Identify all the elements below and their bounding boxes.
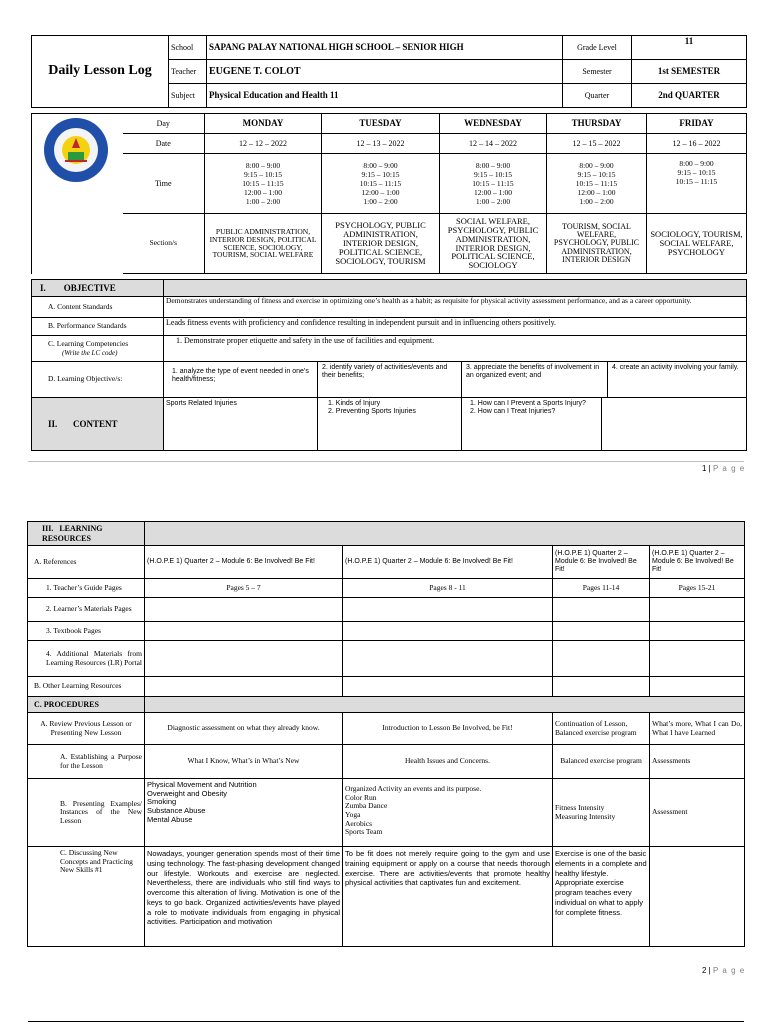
time-tuesday [322,154,440,214]
example-item: Yoga [345,809,361,819]
objectives-table [31,279,747,451]
time-thursday [547,154,647,214]
time-slot: 8:00 – 9:00 [245,161,281,170]
empty-cell [650,622,745,641]
textbook-label: 3. Textbook Pages [28,622,145,641]
resources-heading-fill [145,522,745,546]
empty-cell [553,641,650,677]
time-slot: 8:00 – 9:00 [363,161,398,170]
discussion-wednesday: Exercise is one of the basic elements in a complete and healthy lifestyle. Appropriate exercise program teaches every individual on what to apply for complete fitness. [553,847,650,947]
content-standards-text: Demonstrates understanding of fitness and exercise in optimizing one’s health as a habit; as requisite for physical activity assessment performance, and as a career opportunity. [164,297,747,318]
example-item: Aerobics [345,818,373,828]
time-slot: 10:15 – 11:15 [472,179,514,188]
school-label: School [169,36,207,60]
learning-competencies-text: 1. Demonstrate proper etiquette and safety in the use of facilities and equipment. [164,336,747,362]
time-slot: 10:15 – 11:15 [675,177,718,186]
section-friday: SOCIOLOGY, TOURISM, SOCIAL WELFARE, PSYCHOLOGY [647,214,747,274]
section-tuesday: PSYCHOLOGY, PUBLIC ADMINISTRATION, INTERIOR DESIGN, POLITICAL SCIENCE, SOCIOLOGY, TOURISM [322,214,440,274]
lc-sub: (Write the LC code) [62,348,118,357]
references-monday: (H.O.P.E 1) Quarter 2 – Module 6: Be Involved! Be Fit! [145,546,343,579]
empty-cell [145,641,343,677]
example-item: Zumba Dance [345,801,388,811]
review-thursday: What’s more, What I can Do, What I have Learned [650,713,745,745]
time-slot: 9:15 – 10:15 [677,168,716,177]
content-item: 1. Kinds of Injury [328,400,381,407]
time-slot: 8:00 – 9:00 [475,161,511,170]
content-item: 2. Preventing Sports Injuries [328,408,416,416]
teacher-name: EUGENE T. COLOT [207,60,563,84]
teacher-label: Teacher [169,60,207,84]
example-item: Color Run [345,792,377,802]
time-slot: 9:15 – 10:15 [474,170,512,179]
time-friday [647,154,747,214]
performance-standards-text: Leads fitness events with proficiency and confidence resulting in independent pursuit and in influencing others positively. [164,318,747,336]
objective-heading-fill [164,280,747,297]
time-slot: 1:00 – 2:00 [245,197,281,206]
day-label: Day [123,114,205,134]
procedures-heading-fill [145,697,745,713]
school-logo [32,114,120,184]
examples-monday [145,779,343,847]
page-number-value: 2 [702,966,707,975]
content-num: II. [48,418,58,429]
subject-label: Subject [169,84,207,108]
discussion-thursday [650,847,745,947]
review-tuesday: Introduction to Lesson Be Involved, be Fit! [343,713,553,745]
day-friday: FRIDAY [647,114,747,134]
time-slot: 1:00 – 2:00 [475,197,511,206]
grade-value: 11 [632,36,747,60]
time-slot: 9:15 – 10:15 [361,170,400,179]
page-number-1: 1 | P a g e [702,464,746,473]
empty-cell [343,641,553,677]
purpose-monday: What I Know, What’s in What’s New [145,745,343,779]
semester-value: 1st SEMESTER [632,60,747,84]
time-slot: 10:15 – 11:15 [575,179,618,188]
discussion-monday: Nowadays, younger generation spends most of their time using technology. The fast-phasing development changed our lifestyle. Workouts and exercise are neglected. Nevertheless, there are individuals who still find ways to overcome this alteration of living. Motivation is one of the keys to go back. Organized activities/events have played a role to motivate individuals from engaging in physical activities. Participation and motivation [145,847,343,947]
objective-item-3: 3. appreciate the benefits of involvement in an organized event; and [462,362,608,398]
schedule-table [31,113,747,274]
section-label: Section/s [123,214,205,274]
time-slot: 12:00 – 1:00 [361,188,400,197]
empty-cell [145,677,343,697]
time-slot: 8:00 – 9:00 [679,159,714,168]
section-thursday: TOURISM, SOCIAL WELFARE, PSYCHOLOGY, PUBLIC ADMINISTRATION, INTERIOR DESIGN [547,214,647,274]
empty-cell [343,622,553,641]
content-monday: Sports Related Injuries [164,398,318,451]
content-wednesday [462,398,601,450]
resources-heading [28,522,145,546]
review-monday: Diagnostic assessment on what they already know. [145,713,343,745]
date-label: Date [123,134,205,154]
date-tuesday: 12 – 13 – 2022 [322,134,440,154]
review-lesson-label: A. Review Previous Lesson or Presenting New Lesson [28,713,145,745]
additional-materials-label: 4. Additional Materials from Learning Resources (LR) Portal [28,641,145,677]
references-thursday: (H.O.P.E 1) Quarter 2 – Module 6: Be Involved! Be Fit! [650,546,745,579]
empty-cell [650,598,745,622]
purpose-wednesday: Balanced exercise program [553,745,650,779]
example-item: Substance Abuse [147,805,206,815]
page-number-value: 1 [702,464,707,473]
page-word: P a g e [712,464,746,473]
day-monday: MONDAY [205,114,322,134]
presenting-examples-label: B. Presenting Examples/ Instances of the New Lesson [28,779,145,847]
references-label: A. References [28,546,145,579]
time-wednesday [440,154,547,214]
resources-title: LEARNING RESOURCES [42,524,103,543]
teachers-guide-wednesday: Pages 11-14 [553,579,650,598]
section-monday: PUBLIC ADMINISTRATION, INTERIOR DESIGN, POLITICAL SCIENCE, SOCIOLOGY, TOURISM, SOCIAL WELFARE [205,214,322,274]
discussion-tuesday: To be fit does not merely require going to the gym and use training equipment or apply on a course that needs thorough exercise. There are activities/events that promote healthy physical activities that captivates fun and excitement. [343,847,553,947]
content-standards-label: A. Content Standards [32,297,164,318]
empty-cell [145,622,343,641]
learning-objectives-label: D. Learning Objective/s: [32,362,164,398]
example-item: Overweight and Obesity [147,788,228,798]
examples-tuesday [343,779,553,847]
example-item: Measuring Intensity [555,811,616,821]
time-slot: 10:15 – 11:15 [359,179,402,188]
quarter-label: Quarter [563,84,632,108]
empty-cell [145,598,343,622]
procedures-heading: C. PROCEDURES [28,697,145,713]
school-logo-cell [32,114,123,274]
section-wednesday: SOCIAL WELFARE, PSYCHOLOGY, PUBLIC ADMINISTRATION, INTERIOR DESIGN, POLITICAL SCIENCE, SOCIOLOGY [440,214,547,274]
teachers-guide-label: 1. Teacher’s Guide Pages [28,579,145,598]
time-monday [205,154,322,214]
page-number-2: 2 | P a g e [702,966,746,975]
page-divider [28,461,744,462]
date-wednesday: 12 – 14 – 2022 [440,134,547,154]
example-item: Fitness Intensity [555,802,605,812]
lc-label: C. Learning Competencies [48,339,129,349]
objective-num: I. [40,282,46,293]
time-label: Time [123,154,205,214]
date-friday: 12 – 16 – 2022 [647,134,747,154]
time-slot: 8:00 – 9:00 [579,161,614,170]
teachers-guide-thursday: Pages 15-21 [650,579,745,598]
subject-name: Physical Education and Health 11 [207,84,563,108]
time-slot: 1:00 – 2:00 [363,197,398,206]
example-item: Mental Abuse [147,814,193,824]
examples-wednesday [553,779,650,847]
examples-thursday: Assessment [650,779,745,847]
purpose-tuesday: Health Issues and Concerns. [343,745,553,779]
empty-cell [553,677,650,697]
grade-label: Grade Level [563,36,632,60]
resources-table [27,521,745,947]
references-wednesday: (H.O.P.E 1) Quarter 2 – Module 6: Be Involved! Be Fit! [553,546,650,579]
content-heading [32,398,164,451]
page-bottom-rule [28,1021,744,1022]
content-tuesday [318,398,462,451]
date-thursday: 12 – 15 – 2022 [547,134,647,154]
semester-label: Semester [563,60,632,84]
time-slot: 12:00 – 1:00 [244,188,282,197]
content-inner-table [462,398,747,450]
header-table [31,35,747,108]
example-item: Physical Movement and Nutrition [147,780,257,789]
time-slot: 12:00 – 1:00 [474,188,512,197]
time-slot: 9:15 – 10:15 [577,170,616,179]
content-title: CONTENT [73,418,118,429]
time-slot: 1:00 – 2:00 [579,197,614,206]
references-tuesday: (H.O.P.E 1) Quarter 2 – Module 6: Be Involved! Be Fit! [343,546,553,579]
teachers-guide-tuesday: Pages 8 - 11 [343,579,553,598]
content-wed-thu-cell [462,398,747,451]
objective-item-2: 2. identify variety of activities/events and their benefits; [318,362,462,398]
objective-heading [32,280,164,297]
objective-item-1: 1. analyze the type of event needed in one’s health/fitness; [164,362,318,398]
day-tuesday: TUESDAY [322,114,440,134]
empty-cell [343,598,553,622]
learners-materials-label: 2. Learner’s Materials Pages [28,598,145,622]
purpose-label: A. Establishing a Purpose for the Lesson [28,745,145,779]
discussing-concepts-label: C. Discussing New Concepts and Practicing New Skills #1 [28,847,145,947]
resources-num: III. [42,524,54,534]
example-item: Sports Team [345,827,383,837]
empty-cell [650,641,745,677]
time-slot: 10:15 – 11:15 [242,179,284,188]
content-item: 1. How can I Prevent a Sports Injury? [470,400,586,407]
objective-title: OBJECTIVE [63,282,116,293]
purpose-thursday: Assessments [650,745,745,779]
performance-standards-label: B. Performance Standards [32,318,164,336]
day-thursday: THURSDAY [547,114,647,134]
time-slot: 9:15 – 10:15 [244,170,282,179]
example-item: Organized Activity an events and its purpose. [345,784,482,793]
other-resources-label: B. Other Learning Resources [28,677,145,697]
example-item: Smoking [147,797,177,807]
page-word: P a g e [712,966,746,975]
content-item: 2. How can I Treat Injuries? [470,408,556,416]
learning-competencies-label [32,336,164,362]
content-thursday [601,398,747,450]
teachers-guide-monday: Pages 5 – 7 [145,579,343,598]
empty-cell [650,677,745,697]
review-wednesday: Continuation of Lesson, Balanced exercise program [553,713,650,745]
empty-cell [343,677,553,697]
empty-cell [553,598,650,622]
date-monday: 12 – 12 – 2022 [205,134,322,154]
time-slot: 12:00 – 1:00 [577,188,616,197]
day-wednesday: WEDNESDAY [440,114,547,134]
document-title: Daily Lesson Log [32,36,169,108]
school-name: SAPANG PALAY NATIONAL HIGH SCHOOL – SENIOR HIGH [207,36,563,60]
quarter-value: 2nd QUARTER [632,84,747,108]
objective-item-4: 4. create an activity involving your family. [608,362,747,398]
empty-cell [553,622,650,641]
